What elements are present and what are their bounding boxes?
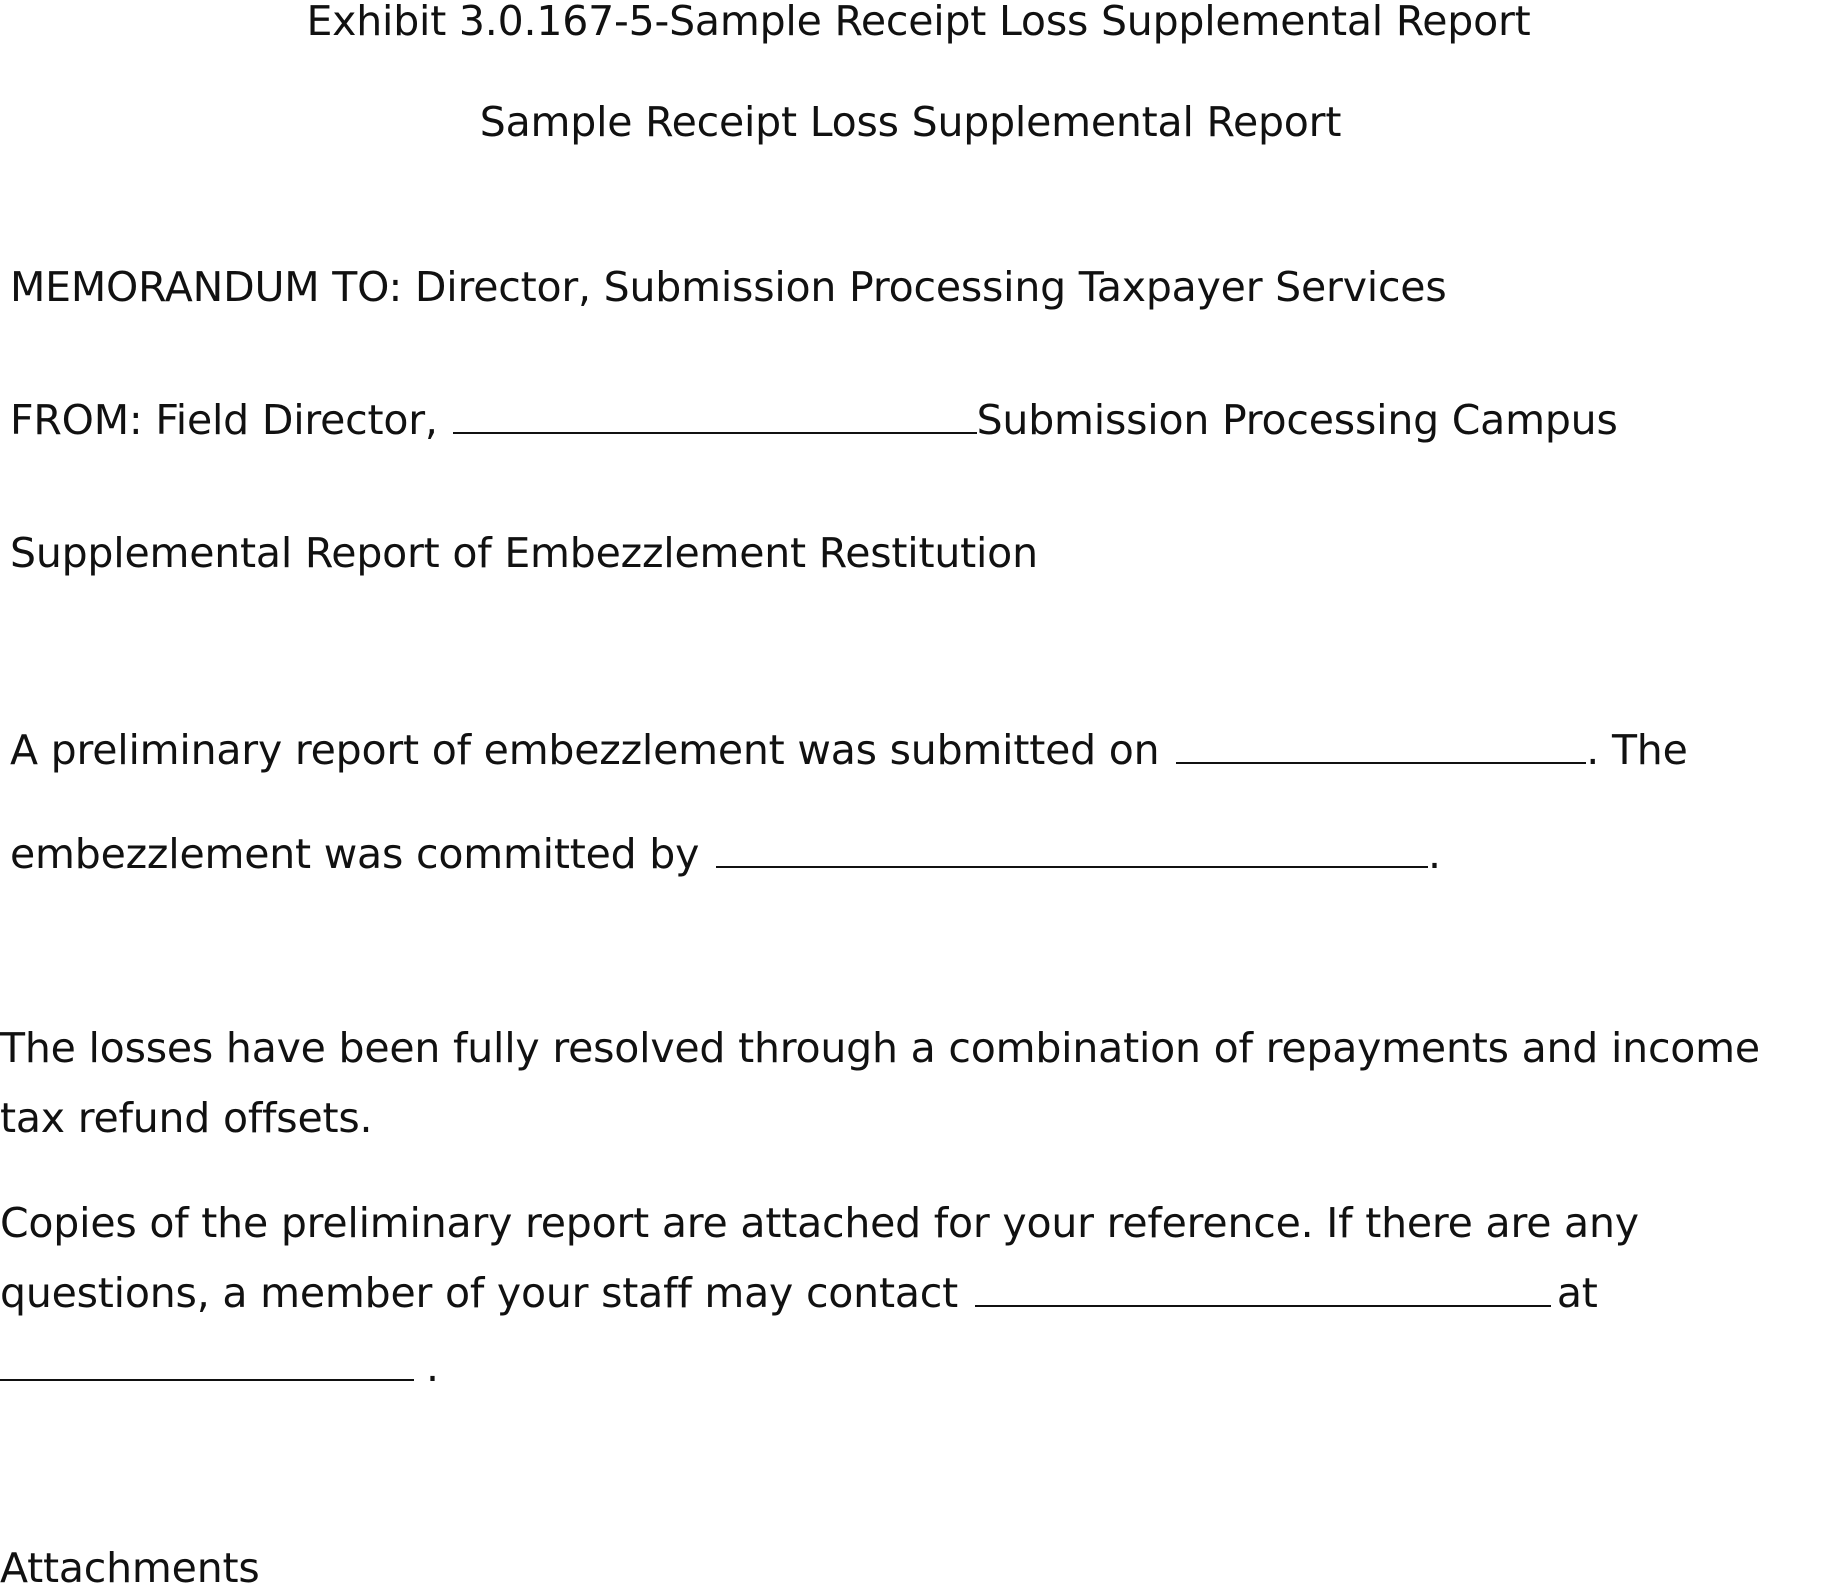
paragraph2-line2: tax refund offsets. xyxy=(0,1094,373,1142)
submitted-on-text: A preliminary report of embezzlement was submitted on xyxy=(10,726,1160,774)
committed-by-blank[interactable] xyxy=(716,832,1428,868)
memo-to-line: MEMORANDUM TO: Director, Submission Processing Taxpayer Services xyxy=(10,263,1447,311)
paragraph3-line1: Copies of the preliminary report are attached for your reference. If there are any xyxy=(0,1199,1639,1247)
subject-line: Supplemental Report of Embezzlement Restitution xyxy=(10,529,1038,577)
at-text: at xyxy=(1556,1269,1598,1317)
paragraph3-line3 xyxy=(0,1342,439,1392)
contact-name-blank[interactable] xyxy=(975,1271,1551,1307)
report-title: Sample Receipt Loss Supplemental Report xyxy=(479,98,1342,146)
contact-text: questions, a member of your staff may contact xyxy=(0,1269,958,1317)
exhibit-title: Exhibit 3.0.167-5-Sample Receipt Loss Supplemental Report xyxy=(306,0,1531,45)
committed-by-text: embezzlement was committed by xyxy=(10,830,700,878)
submission-date-blank[interactable] xyxy=(1176,728,1586,764)
the-text: . The xyxy=(1586,726,1688,774)
period-text: . xyxy=(1428,830,1441,878)
from-suffix: Submission Processing Campus xyxy=(976,396,1618,444)
from-line xyxy=(10,395,1618,445)
attachments-label: Attachments xyxy=(0,1544,260,1592)
from-prefix: FROM: Field Director, xyxy=(10,396,438,444)
final-period-text: . xyxy=(426,1343,439,1391)
paragraph1-line2 xyxy=(10,829,1441,879)
paragraph1-line1 xyxy=(10,725,1688,775)
paragraph3-line2 xyxy=(0,1268,1598,1318)
paragraph2-line1: The losses have been fully resolved through a combination of repayments and income xyxy=(0,1024,1760,1072)
contact-phone-blank[interactable] xyxy=(0,1345,414,1381)
field-director-blank[interactable] xyxy=(453,398,977,434)
